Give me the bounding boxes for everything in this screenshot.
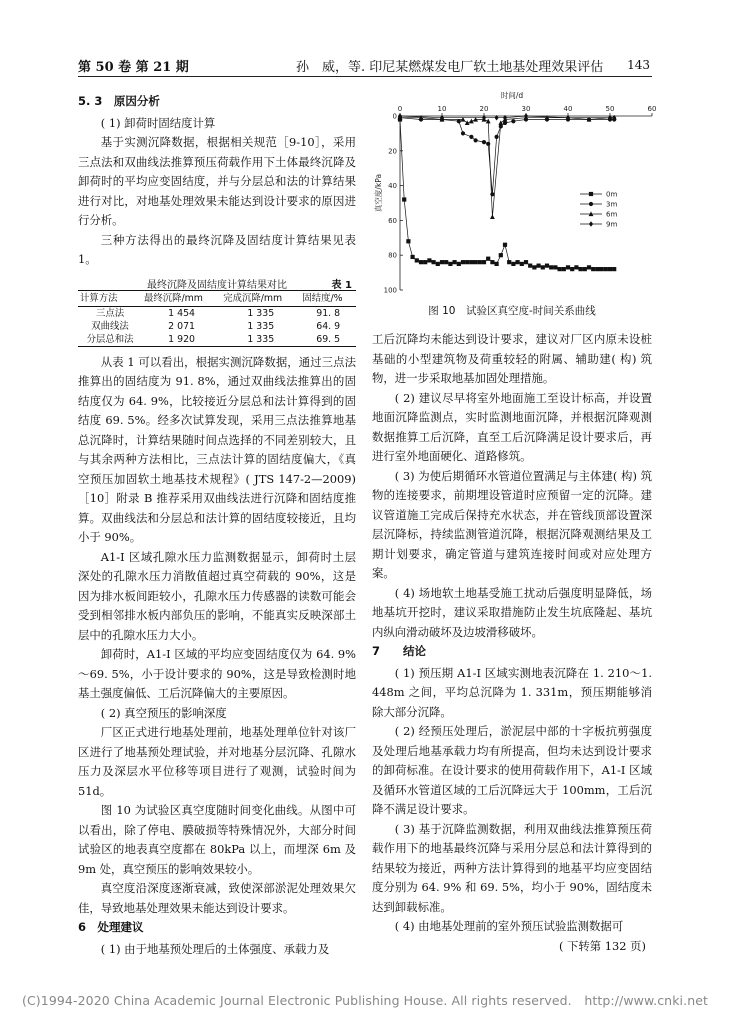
paragraph: ( 1) 预压期 A1-I 区域实测地表沉降在 1. 210～1. 448m 之间，平均总沉降为 1. 331m，预压期能够消除大部分沉降。 — [372, 665, 652, 719]
data-point-3m — [486, 142, 490, 146]
data-point-0m — [469, 260, 473, 264]
data-point-0m — [461, 260, 465, 264]
legend-marker — [589, 221, 593, 226]
x-tick-label: 20 — [479, 105, 489, 113]
data-point-0m — [516, 260, 520, 264]
table-header-cell: 固结度/% — [300, 290, 356, 306]
data-point-0m — [545, 264, 549, 268]
data-point-0m — [457, 262, 461, 266]
data-point-0m — [507, 260, 511, 264]
data-point-0m — [406, 239, 410, 243]
data-point-0m — [570, 267, 574, 271]
paragraph: 工后沉降均未能达到设计要求，建议对厂区内原未设桩基础的小型建筑物及荷重较轻的附属、辅助建( 构) 筑物，进一步采取地基加固处理措施。 — [372, 332, 652, 385]
table-label: 表 1 — [331, 279, 352, 291]
x-tick-label: 40 — [563, 105, 573, 113]
x-axis-label: 时间/d — [500, 91, 524, 100]
data-point-0m — [432, 260, 436, 264]
data-point-0m — [532, 265, 536, 269]
data-point-3m — [461, 131, 465, 135]
paragraph: 厂区正式进行地基处理前，地基处理单位针对该厂区进行了地基预处理试验，并对地基分层沉降、孔隙水压力及深层水平位移等项目进行了观测，试验时间为 51d。 — [78, 725, 356, 798]
vacuum-time-chart — [372, 90, 656, 300]
table-cell: 1 920 — [142, 333, 221, 347]
data-point-0m — [520, 262, 524, 266]
data-point-0m — [553, 265, 557, 269]
table-cell: 1 335 — [247, 320, 275, 332]
data-point-0m — [574, 265, 578, 269]
data-point-3m — [511, 119, 515, 123]
table-row — [78, 306, 356, 320]
data-point-0m — [608, 267, 612, 271]
legend-label: 6m — [606, 210, 618, 219]
legend-marker — [589, 202, 593, 206]
y-tick-label: 20 — [388, 147, 397, 156]
data-point-0m — [440, 260, 444, 264]
continued-note: ( 下转第 132 页) — [558, 938, 646, 953]
data-point-0m — [402, 197, 406, 201]
table-header-row — [78, 290, 356, 306]
data-point-0m — [541, 265, 545, 269]
data-point-0m — [486, 257, 490, 261]
data-point-0m — [478, 260, 482, 264]
x-tick-label: 60 — [647, 105, 656, 113]
subheading-consolidation: ( 1) 卸荷时固结度计算 — [100, 115, 216, 130]
data-point-3m — [474, 138, 478, 142]
data-point-0m — [411, 255, 415, 259]
data-point-6m — [469, 119, 474, 124]
data-point-0m — [566, 265, 570, 269]
section-heading-7: 7 结论 — [372, 644, 427, 658]
paragraph: 真空度沿深度逐渐衰减，致使深部淤泥处理效果欠佳，导致地基处理效果未能达到设计要求。 — [78, 881, 356, 915]
series-line-3m — [400, 118, 614, 195]
paragraph: ( 4) 由地基处理前的室外预压试验监测数据可 — [394, 919, 624, 933]
data-point-0m — [490, 260, 494, 264]
data-point-6m — [486, 119, 491, 124]
data-point-3m — [482, 140, 486, 144]
data-point-3m — [495, 135, 499, 139]
table-cell: 1 335 — [247, 307, 275, 319]
data-point-0m — [423, 260, 427, 264]
table-cell: 2 071 — [168, 320, 196, 332]
legend-label: 3m — [606, 200, 618, 209]
x-tick-label: 10 — [437, 105, 447, 113]
paragraph: ( 1) 由于地基预处理后的土体强度、承载力及 — [100, 941, 330, 956]
data-point-0m — [495, 262, 499, 266]
data-point-0m — [579, 267, 583, 271]
chart-marks — [398, 113, 617, 271]
x-tick-label: 0 — [397, 105, 403, 113]
data-point-0m — [591, 267, 595, 271]
legend-label: 0m — [606, 190, 618, 199]
data-point-3m — [469, 135, 473, 139]
data-point-0m — [465, 260, 469, 264]
paragraph: 从表 1 可以看出，根据实测沉降数据，通过三点法推算出的固结度为 91. 8%，通过双曲线法推算出的固结度仅为 64. 9%，比较接近分层总和法计算得到的固结度 69. 5%。经多次试算发现，采用三点法推算地基总沉降时，计算结果随时间点选择的不同差别较大，且与其余两种方法相比，三点法计算的固结度偏大，《真空预压加固软土地基技术规程》( JTS 147-2—2009)［10］附录 B 推荐采用双曲线法进行沉降和固结度推算。双曲线法和分层总和法计算的固结度较接近，且均小于 90%。 — [78, 354, 356, 544]
y-tick-label: 0 — [392, 112, 397, 121]
journal-volume: 第 50 卷 第 21 期 — [78, 60, 189, 75]
data-point-0m — [524, 260, 528, 264]
paragraph: ( 2) 经预压处理后，淤泥层中部的十字板抗剪强度及处理后地基承载力均有所提高，但均未达到设计要求的卸荷标准。在设计要求的使用荷载作用下，A1-I 区域及循环水管道区域的工后沉降远大于 100mm，工后沉降不满足设计要求。 — [372, 724, 652, 816]
table-cell: 双曲线法 — [91, 320, 129, 332]
data-point-0m — [511, 262, 515, 266]
article-title-header: 孙 威，等. 印尼某燃煤发电厂软土地基处理效果评估 — [296, 60, 604, 75]
data-point-0m — [549, 265, 553, 269]
table-header-cell: 计算方法 — [78, 290, 142, 306]
paragraph: 图 10 为试验区真空度随时间变化曲线。从图中可以看出，除了停电、膜破损等特殊情况外，大部分时间试验区的地表真空度都在 80kPa 以上，而埋深 6m 及 9m 处，真空预压的影响效果较小。 — [78, 803, 356, 876]
section-heading-6: 6 处理建议 — [78, 920, 144, 934]
paragraph: 基于实测沉降数据，根据相关规范［9-10］，采用三点法和双曲线法推算预压荷载作用下土体最终沉降及卸荷时的平均应变固结度，并与分层总和法的计算结果进行对比，对地基处理效果未能达到设计要求的原因进行分析。 — [78, 135, 356, 227]
chart-legend — [580, 191, 617, 229]
paragraph: 卸荷时，A1-I 区域的平均应变固结度仅为 64. 9%～69. 5%，小于设计要求的 90%，这是导致检测时地基土强度偏低、工后沉降偏大的主要原因。 — [78, 647, 356, 700]
data-point-0m — [583, 267, 587, 271]
legend-marker — [589, 192, 593, 196]
data-point-0m — [537, 264, 541, 268]
data-point-0m — [444, 260, 448, 264]
paragraph: ( 3) 基于沉降监测数据，利用双曲线法推算预压荷载作用下的地基最终沉降与采用分层总和法计算得到的结果较为接近，两种方法计算得到的地基平均应变固结度分别为 64. 9% 和 69. 5%，均小于 90%，固结度未达到卸载标准。 — [372, 821, 652, 914]
paragraph: 三种方法得出的最终沉降及固结度计算结果见表 1。 — [78, 232, 356, 266]
table-cell: 69. 5 — [300, 333, 356, 347]
data-point-0m — [595, 267, 599, 271]
figure-caption: 图 10 试验区真空度-时间关系曲线 — [428, 305, 596, 317]
table-row — [78, 333, 356, 347]
table-cell: 91. 8 — [316, 307, 341, 319]
right-column — [372, 330, 652, 956]
table-cell: 三点法 — [95, 307, 125, 319]
table-header-cell: 完成沉降/mm — [221, 290, 300, 306]
data-point-0m — [482, 260, 486, 264]
data-point-0m — [453, 260, 457, 264]
data-point-0m — [499, 253, 503, 257]
results-table — [78, 290, 356, 347]
left-column — [78, 92, 356, 959]
data-point-0m — [474, 260, 478, 264]
data-point-0m — [503, 243, 507, 247]
data-point-6m — [498, 120, 503, 125]
data-point-0m — [436, 262, 440, 266]
legend-label: 9m — [606, 220, 618, 229]
data-point-0m — [562, 267, 566, 271]
data-point-0m — [528, 264, 532, 268]
paragraph: A1-I 区域孔隙水压力监测数据显示，卸荷时土层深处的孔隙水压力消散值超过真空荷载的 90%，这是因为排水板间距较小，孔隙水压力传感器的读数可能会受到相邻排水板内部负压的影响，不能真实反映深部土层中的孔隙水压力大小。 — [78, 549, 356, 642]
data-point-3m — [490, 192, 494, 196]
running-header — [78, 50, 652, 77]
y-tick-label: 100 — [383, 286, 397, 295]
data-point-0m — [558, 267, 562, 271]
table-cell: 分层总和法 — [78, 333, 142, 347]
table-header-cell: 最终沉降/mm — [142, 290, 221, 306]
table-caption — [78, 276, 356, 290]
y-axis-label: 真空度/kPa — [374, 173, 383, 213]
data-point-0m — [419, 260, 423, 264]
data-point-0m — [427, 258, 431, 262]
x-tick-label: 50 — [605, 105, 615, 113]
y-tick-label: 80 — [388, 251, 397, 260]
page-number: 143 — [627, 58, 650, 72]
y-tick-label: 40 — [388, 182, 397, 191]
data-point-6m — [490, 214, 495, 219]
data-point-0m — [604, 267, 608, 271]
x-tick-label: 30 — [521, 105, 531, 113]
data-point-0m — [600, 267, 604, 271]
data-point-0m — [612, 267, 616, 271]
table-cell: 64. 9 — [316, 320, 341, 332]
table-cell: 1 335 — [221, 333, 300, 347]
table-cell: 1 454 — [168, 307, 196, 319]
paragraph: ( 4) 场地软土地基受施工扰动后强度明显降低，场地基坑开挖时，建议采取措施防止发生坑底隆起、基坑内纵向滑动破坏及边坡滑移破坏。 — [372, 585, 652, 639]
section-heading-5-3: 5. 3 原因分析 — [78, 94, 160, 108]
copyright-footer: (C)1994-2020 China Academic Journal Electronic Publishing House. All rights reserved. http://www.cnki.net — [21, 993, 709, 1008]
table-title: 最终沉降及固结度计算结果对比 — [147, 279, 287, 291]
table-row — [78, 320, 356, 333]
paragraph: ( 2) 建议尽早将室外地面施工至设计标高，并设置地面沉降监测点，实时监测地面沉降，并根据沉降观测数据推算工后沉降，直至工后沉降满足设计要求后，再进行室外地面硬化、道路修筑。 — [372, 390, 652, 463]
series-line-6m — [400, 118, 614, 217]
data-point-6m — [465, 120, 470, 125]
data-point-0m — [448, 262, 452, 266]
data-point-0m — [587, 265, 591, 269]
subheading-vacuum-depth: ( 2) 真空预压的影响深度 — [100, 705, 227, 720]
paragraph: ( 3) 为使后期循环水管道位置满足与主体建( 构) 筑物的连接要求，前期埋设管道时应预留一定的沉降。建议管道施工完成后保持充水状态，并在管线顶部设置深层沉降标，持续监测管道沉降，根据沉降观测结果及工期计划要求，确定管道与建筑连接时间或对应处理方案。 — [372, 468, 652, 580]
y-tick-label: 60 — [388, 216, 397, 225]
data-point-0m — [415, 258, 419, 262]
